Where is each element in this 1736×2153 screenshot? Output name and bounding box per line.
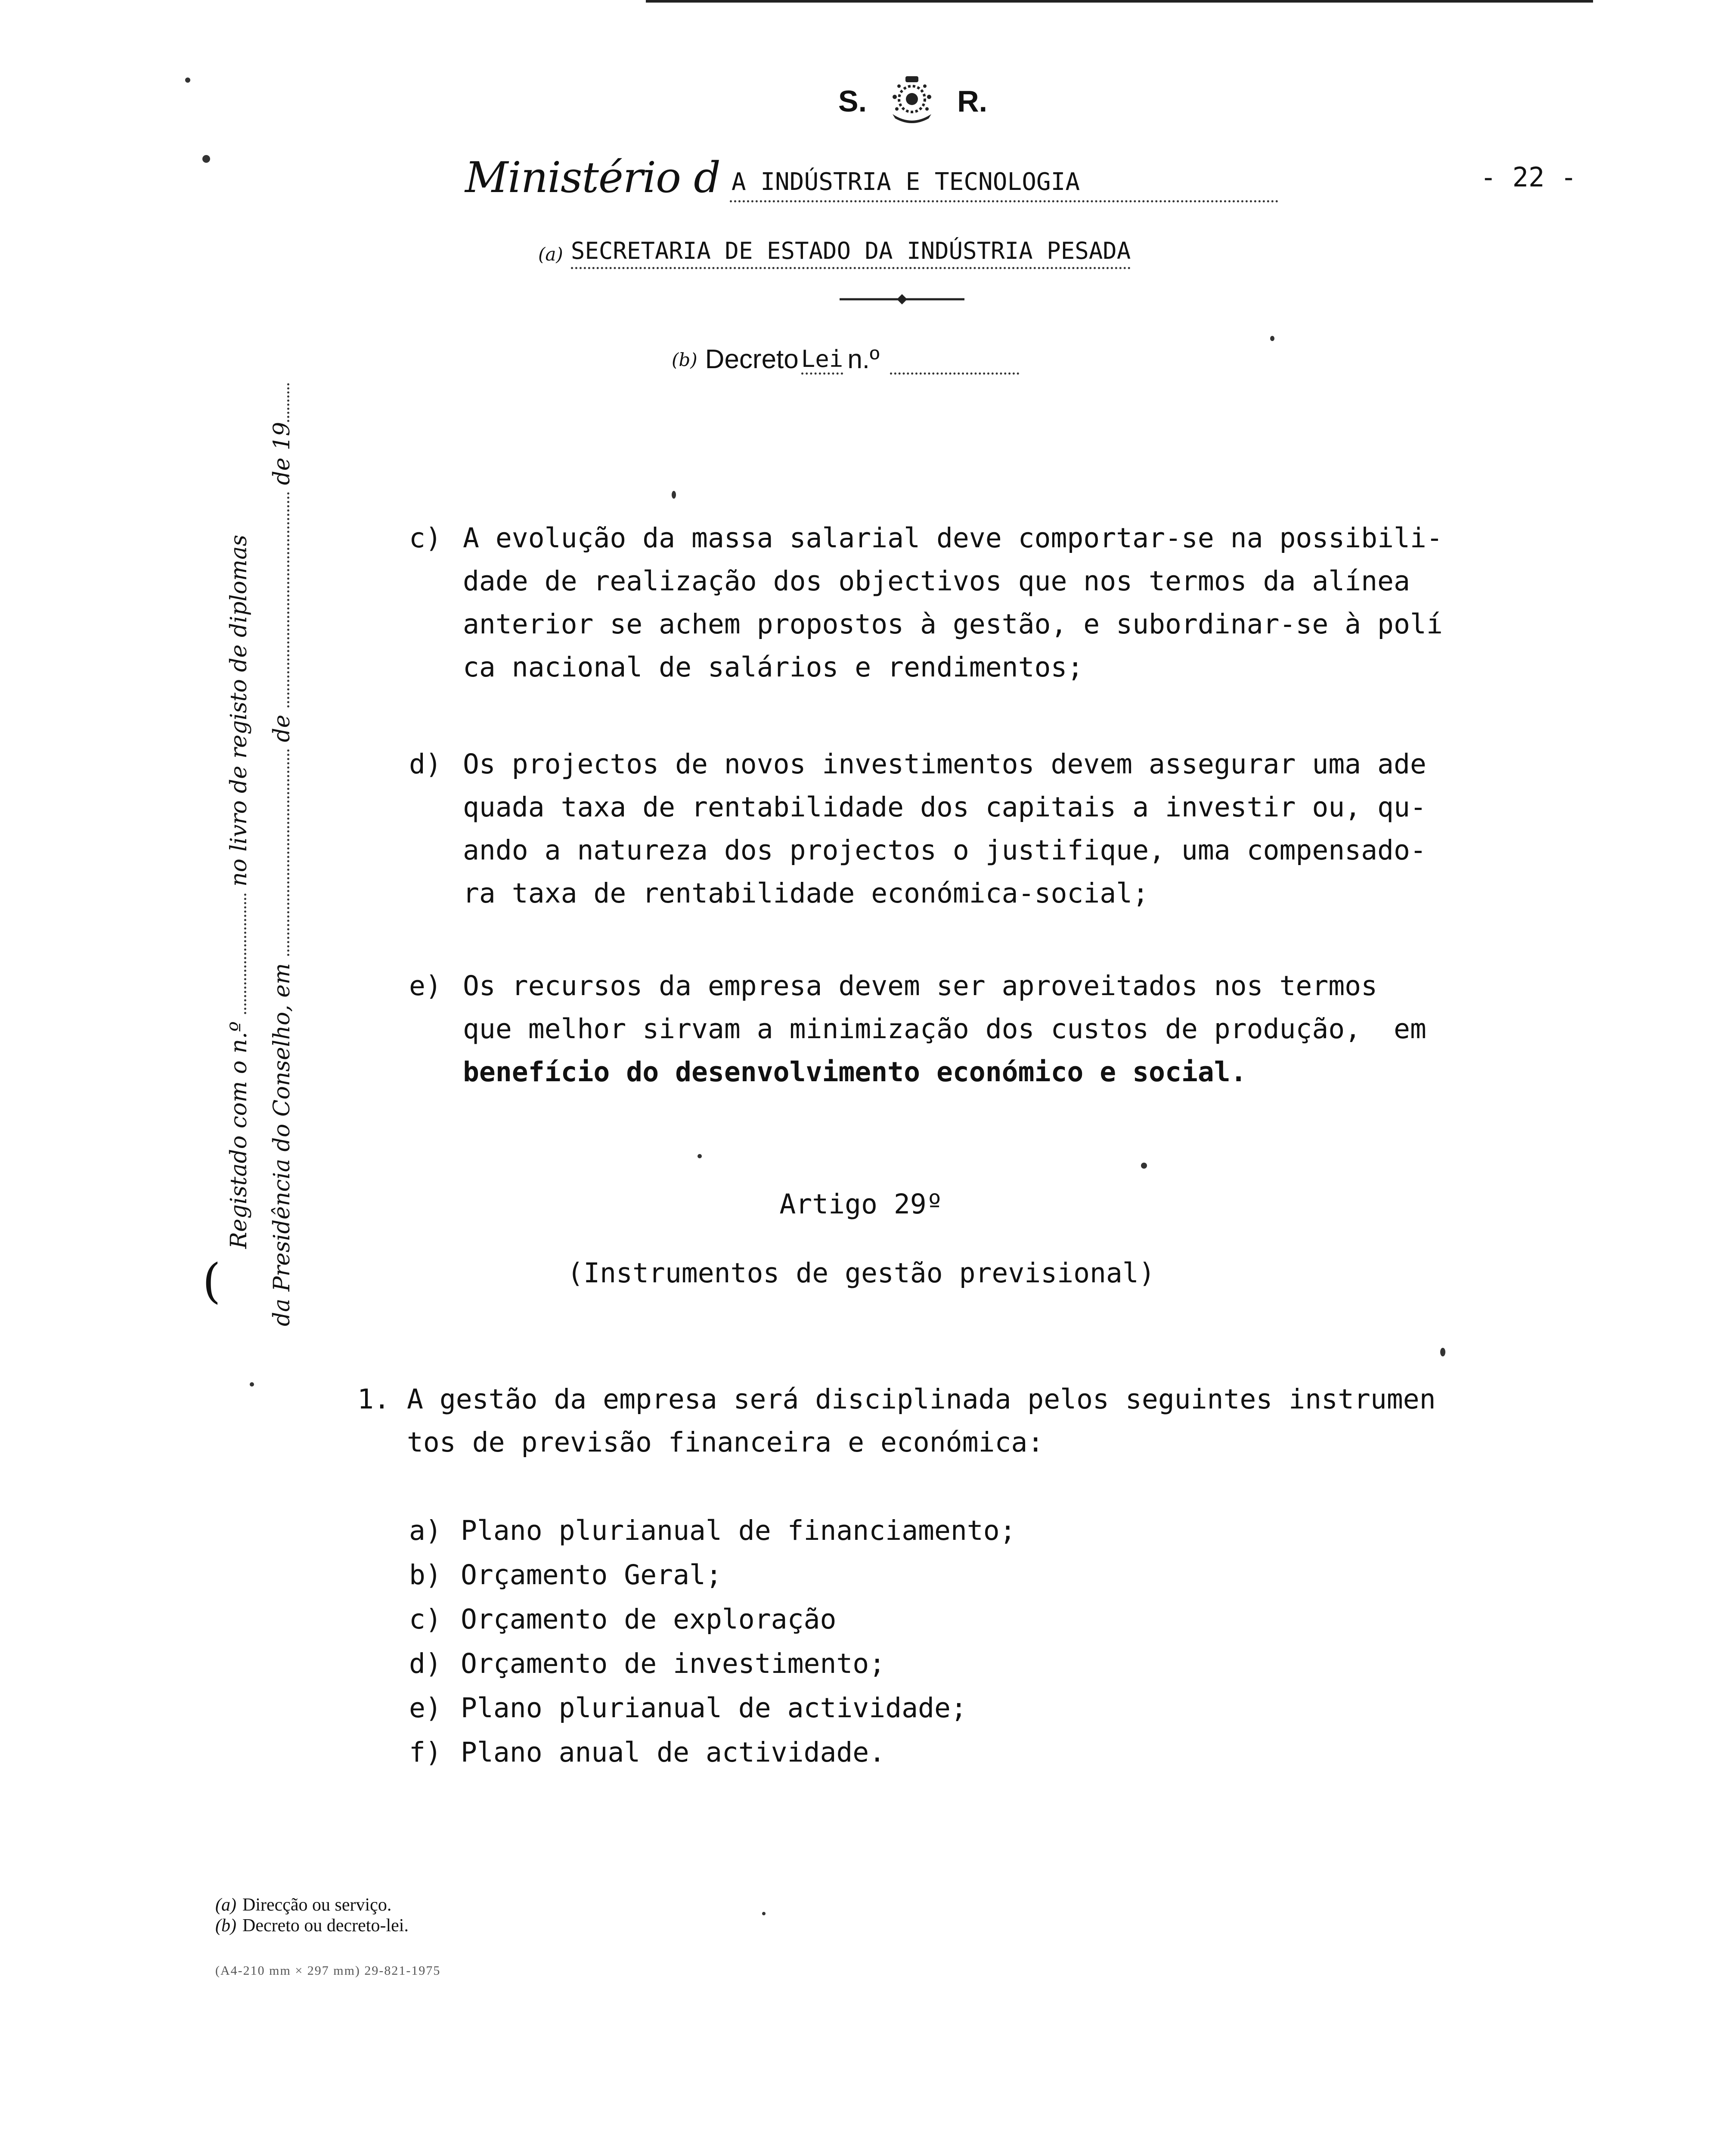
footnote-a: (a) Direcção ou serviço. (215, 1895, 392, 1915)
list-item: f) Plano anual de actividade. (409, 1737, 886, 1768)
decreto-label: Decreto (705, 344, 799, 374)
item-d-text: Os projectos de novos investimentos devem assegurar uma ade quada taxa de rentabilidade dos capitais a investir ou, qu- ando a natureza dos projectos o justifique, uma compensado- ra taxa de rentabilidade económica-social; (463, 748, 1426, 909)
item-e-letter: e) (409, 970, 442, 1002)
list-item: b) Orçamento Geral; (409, 1559, 722, 1591)
decreto-type: Lei (801, 345, 843, 375)
instruments-list (409, 1509, 1141, 1776)
item-e-text: Os recursos da empresa devem ser aproveitados nos termos que melhor sirvam a minimização dos custos de produção, em benefício do desenvolvimento económico e social. (463, 970, 1426, 1088)
ministry-name: A INDÚSTRIA E TECNOLOGIA (730, 168, 1278, 202)
item-d-letter: d) (409, 748, 442, 780)
item-c-text: A evolução da massa salarial deve comportar-se na possibili- dade de realização dos objectivos que nos termos da alínea anterior se achem propostos à gestão, e subordinar-se à polí ca nacional de salários e rendimentos; (463, 522, 1443, 683)
article-subtitle: (Instrumentos de gestão previsional) (567, 1257, 1155, 1289)
divider-ornament-icon (840, 293, 964, 306)
list-item: e) Plano plurianual de actividade; (409, 1692, 967, 1724)
clause-1-text: A gestão da empresa será disciplinada pelos seguintes instrumen tos de previsão financeira e económica: (407, 1384, 1436, 1458)
top-edge-rule (646, 0, 1593, 3)
registration-line-1: Registado com o n.º no livro de registo de diplomas (226, 534, 252, 1249)
page-number: - 22 - (1480, 161, 1577, 193)
secretaria-note-mark: (a) (538, 244, 563, 265)
list-item: c) Orçamento de exploração (409, 1604, 837, 1635)
article-title: Artigo 29º (779, 1188, 943, 1220)
clause-1-number: 1. (357, 1384, 390, 1415)
registration-margin (189, 422, 336, 1335)
letterhead-right: R. (957, 84, 988, 118)
print-code: (A4-210 mm × 297 mm) 29-821-1975 (215, 1964, 441, 1978)
ministry-line (465, 146, 1326, 202)
coat-of-arms-icon (884, 75, 940, 127)
secretaria-line (538, 230, 1356, 269)
decreto-number-label: n.º (847, 344, 880, 374)
margin-bracket: ( (202, 1253, 221, 1309)
secretaria-name: SECRETARIA DE ESTADO DA INDÚSTRIA PESADA (571, 237, 1131, 269)
decreto-line (672, 332, 1145, 375)
letterhead (792, 75, 1033, 127)
decreto-number-blank (890, 368, 1019, 375)
list-item: a) Plano plurianual de financiamento; (409, 1515, 1016, 1546)
decreto-note-mark: (b) (672, 349, 698, 370)
footnotes (215, 1895, 603, 1946)
registration-line-2: da Presidência do Conselho, em de de 19 (269, 383, 295, 1326)
list-item: d) Orçamento de investimento; (409, 1648, 886, 1679)
footnote-b: (b) Decreto ou decreto-lei. (215, 1916, 409, 1936)
item-c-letter: c) (409, 522, 442, 554)
letterhead-left: S. (838, 84, 867, 118)
ministry-label: Ministério d (465, 153, 720, 202)
